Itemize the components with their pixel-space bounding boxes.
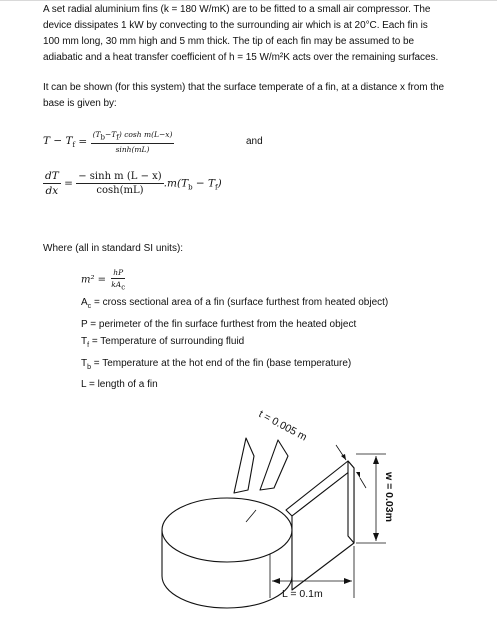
- definition-l: L = length of a fin: [81, 379, 158, 390]
- definitions-list: [81, 294, 388, 394]
- gradient-equation: $\frac{dT}{dx}$ = $\frac{\text{− sinh m (L − x)}}{\cosh(mL)}$ $.m(T_b - T_f)$: [45, 170, 222, 197]
- length-label: L = 0.1m: [282, 588, 323, 600]
- eq2-num: − sinh m (L − x): [78, 171, 162, 182]
- definition-tf: $T_f$ = Temperature of surrounding fluid: [81, 336, 245, 349]
- eq1-num: (T: [92, 130, 101, 139]
- eq1-lhs-sub: f: [72, 140, 76, 149]
- arrow-head: [373, 533, 379, 541]
- shown-line: base is given by:: [43, 98, 117, 109]
- and-label: and: [246, 136, 263, 147]
- definition-ac: $A_c$ = cross sectional area of a fin (surface furthest from heated object): [81, 297, 389, 310]
- definition-tb: $T_b$ = Temperature at the hot end of the fin (base temperature): [81, 357, 352, 371]
- eq3-fraction: $\frac{hP}{kA_c}$: [111, 268, 126, 292]
- thickness-label: t = 0.005 m: [256, 408, 309, 444]
- eq1-fraction: $\frac{(T_b-T_f) \cosh m(L-x)}{\sinh(mL)}$: [92, 130, 173, 154]
- arrow-head: [341, 454, 346, 460]
- shown-line: It can be shown (for this system) that the surface temperate of a fin, at a distance x from the: [43, 82, 444, 93]
- arrow-head: [373, 456, 379, 464]
- eq1-den: sinh(mL): [115, 144, 150, 154]
- arrow-head: [356, 472, 360, 478]
- intro-line: A set radial aluminium fins (k = 180 W/mK) are to be fitted to a small air compressor. The: [43, 4, 431, 15]
- m-squared-equation: [81, 268, 127, 292]
- intro-line: device dissipates 1 kW by convecting to the surrounding air which is at 20°C. Each fin is: [43, 20, 428, 31]
- shown-paragraph: [43, 80, 497, 112]
- eq2-den: cosh(mL): [96, 185, 144, 196]
- definition-p: P = perimeter of the fin surface furthest from the heated object: [81, 318, 357, 330]
- equals-sign: =: [78, 135, 88, 148]
- arrow-head: [344, 578, 352, 584]
- height-label: w = 0.03m: [383, 472, 395, 522]
- dim-line: [360, 478, 366, 488]
- back-fin-mid: [260, 440, 288, 490]
- eq1-lhs: T − T: [43, 134, 73, 147]
- eq2-tail: .m(T: [163, 177, 189, 190]
- where-label: Where (all in standard SI units):: [43, 243, 184, 254]
- eq3-lhs: m² =: [81, 274, 107, 286]
- intro-line: adiabatic and a heat transfer coefficient of h = 15 W/m²K acts over the remaining surfaces.: [43, 52, 439, 63]
- temperature-equation: [43, 130, 174, 154]
- back-fin-left: [234, 438, 254, 493]
- eq2-fraction: [76, 171, 163, 196]
- top-border: [0, 0, 497, 1]
- derivative-fraction: $\frac{dT}{dx}$: [45, 170, 59, 197]
- fin-diagram: [150, 398, 497, 628]
- cylinder-top: [162, 498, 292, 562]
- intro-paragraph: [43, 2, 493, 66]
- equals-sign: =: [64, 177, 73, 190]
- main-fin-tip-face: [348, 461, 354, 543]
- intro-line: 100 mm long, 30 mm high and 5 mm thick. The tip of each fin may be assumed to be: [43, 36, 415, 47]
